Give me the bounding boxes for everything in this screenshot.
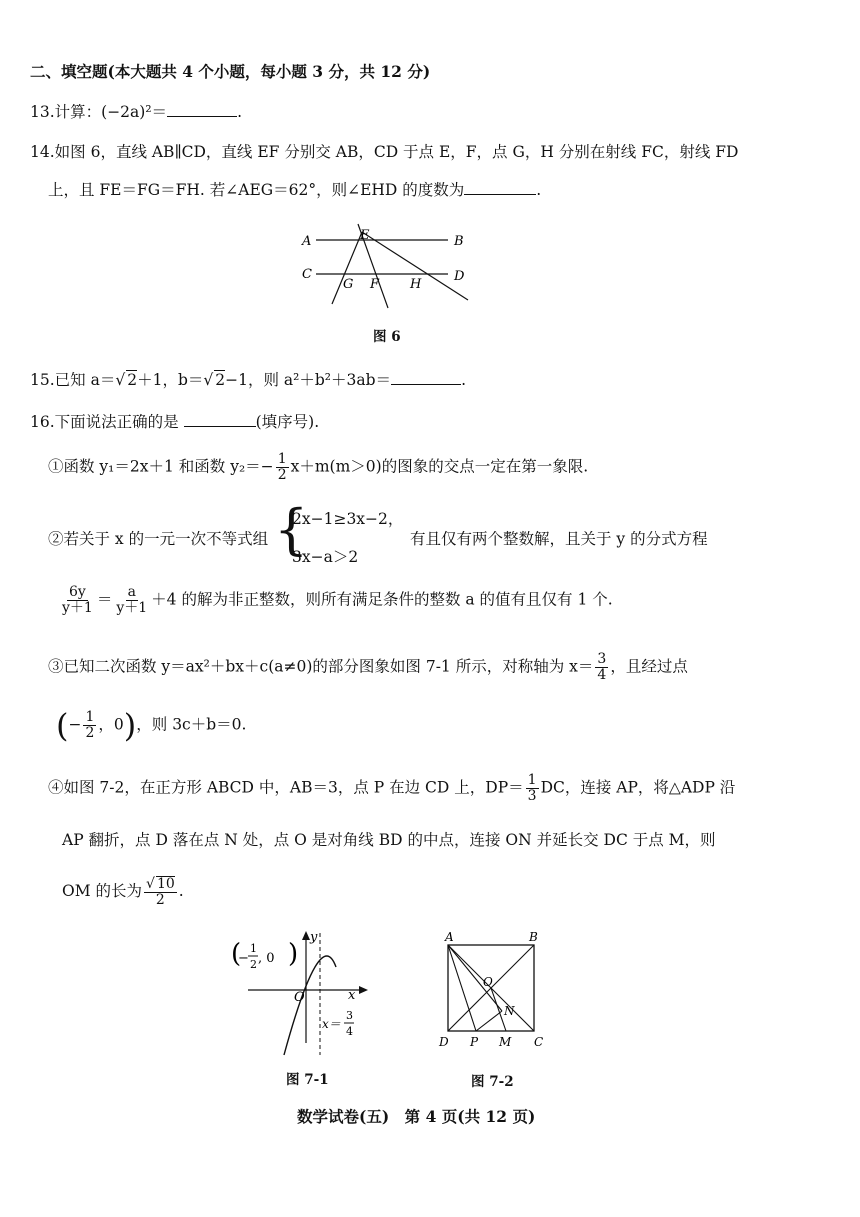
figure-7-2 [436, 925, 548, 1053]
s4-answer-sqrt: 10 [156, 876, 175, 892]
s2-equals: ＝ [96, 590, 113, 609]
s2-inequality-2: 3x−a＞2 [292, 548, 359, 566]
q13-text: 13.计算：(−2a)²＝ [30, 103, 168, 121]
q16-statement-1 [48, 452, 588, 483]
s3-pt-den: 2 [85, 725, 95, 741]
axis-num: 3 [346, 1009, 353, 1022]
label-b: B [529, 930, 538, 944]
s1-frac-num: 1 [277, 451, 287, 467]
pt-den: 2 [250, 958, 257, 971]
label-c: C [302, 267, 312, 282]
q15-sqrt-1: 2 [127, 371, 138, 389]
s4-answer-den: 2 [155, 892, 165, 908]
line-eg [332, 232, 362, 304]
q16-statement-4-line1 [48, 773, 735, 804]
q16-intro-tail: (填序号). [255, 413, 320, 431]
s4-text-a: ④如图 7-2，在正方形 ABCD 中，AB＝3，点 P 在边 CD 上，DP＝ [48, 778, 524, 797]
label-y: y [310, 930, 318, 945]
s3-pt-minus: − [68, 715, 82, 734]
line-an [448, 945, 502, 1011]
q16-statement-3-line2 [56, 706, 247, 745]
s2-text-c: ＋4 的解为非正整数，则所有满足条件的整数 a 的值有且仅有 1 个. [151, 590, 613, 609]
question-15: 15.已知 a＝√ 2＋1，b＝√ 2−1，则 a²＋b²＋3ab＝ . [30, 371, 466, 389]
question-16-intro [30, 410, 319, 432]
page-footer: 数学试卷(五) 第 4 页(共 12 页) [297, 1107, 536, 1126]
pt-minus: − [238, 951, 249, 966]
axis-den: 4 [346, 1025, 353, 1038]
label-m: M [499, 1035, 512, 1049]
s2-text-b: 有且仅有两个整数解，且关于 y 的分式方程 [410, 530, 708, 548]
s2-text-a: ②若关于 x 的一元一次不等式组 [48, 530, 269, 548]
s2-fraction-1 [60, 585, 95, 616]
x-axis-arrow [359, 986, 368, 994]
s2-frac1-num: 6y [69, 584, 86, 600]
q15-text-e: −1，则 a²＋b²＋3ab＝ [225, 371, 392, 389]
s3-text-b: ，且经过点 [610, 657, 688, 676]
s3-paren-open: ( [56, 706, 69, 745]
axis-label: x＝ [322, 1017, 341, 1031]
question-13: 13.计算：(−2a)²＝ . [30, 103, 242, 121]
s4-answer-num: √ 10 [146, 876, 175, 892]
s2-frac2-den: y＋1 [116, 600, 148, 616]
s1-text-b: x＋m(m＞0)的图象的交点一定在第一象限. [290, 457, 589, 476]
q15-sqrt-2: 2 [215, 371, 226, 389]
s3-pt-zero: ，0 [98, 715, 124, 734]
figure-6-caption: 图 6 [373, 329, 401, 345]
s4-fraction [526, 773, 539, 804]
q16-intro-text: 16.下面说法正确的是 [30, 413, 179, 431]
s1-text-a: ①函数 y₁＝2x＋1 和函数 y₂＝− [48, 457, 274, 476]
pt-zero: , 0 [258, 951, 275, 966]
s2-frac2-num: a [127, 584, 136, 600]
label-x: x [348, 988, 356, 1003]
section-header: 二、填空题(本大题共 4 个小题，每小题 3 分，共 12 分) [30, 62, 431, 81]
s2-fraction-2 [114, 585, 149, 616]
label-b: B [454, 234, 464, 249]
s2-inequality-1: 2x−1≥3x−2， [292, 510, 404, 528]
s3-pt-num: 1 [85, 709, 95, 725]
label-g: G [343, 277, 354, 292]
line-pn [476, 1011, 502, 1031]
label-c: C [534, 1035, 544, 1049]
s3-text-c: ，则 3c＋b＝0. [136, 715, 247, 734]
s3-frac-num: 3 [597, 651, 607, 667]
q16-statement-3-line1 [48, 652, 688, 683]
q14-answer-blank[interactable] [464, 180, 536, 195]
q14-line2-text: 上，且 FE＝FG＝FH. 若∠AEG＝62°，则∠EHD 的度数为 [48, 181, 465, 199]
s1-fraction [276, 452, 289, 483]
s3-pt-fraction [83, 710, 96, 741]
label-d: D [439, 1035, 449, 1049]
q14-line1: 14.如图 6，直线 AB∥CD，直线 EF 分别交 AB，CD 于点 E，F，点 G，H 分别在射线 FC，射线 FD [30, 143, 739, 161]
figure-7-1 [228, 925, 378, 1065]
figure-7-1-caption: 图 7-1 [286, 1072, 329, 1088]
figure-7-2-caption: 图 7-2 [471, 1074, 514, 1090]
s3-text-a: ③已知二次函数 y＝ax²＋bx＋c(a≠0)的部分图象如图 7-1 所示，对称轴为 x＝ [48, 657, 594, 676]
label-a: A [445, 930, 454, 944]
pt-paren-close: ) [288, 939, 299, 969]
label-o: O [483, 975, 493, 989]
q15-text-c: ＋1，b＝ [137, 371, 204, 389]
s1-frac-den: 2 [277, 467, 287, 483]
q15-answer-blank[interactable] [391, 370, 461, 385]
label-e: E [360, 228, 370, 243]
q16-answer-blank[interactable] [184, 412, 256, 427]
label-n: N [504, 1004, 515, 1018]
y-axis-arrow [302, 931, 310, 940]
s4-frac-num: 1 [527, 772, 537, 788]
pt-paren-open: ( [231, 939, 242, 969]
label-p: P [470, 1035, 479, 1049]
parabola [284, 956, 336, 1055]
s4-line3-text: OM 的长为 [62, 882, 143, 900]
q15-text-a: 15.已知 a＝ [30, 371, 116, 389]
q16-statement-4-line2: AP 翻折，点 D 落在点 N 处，点 O 是对角线 BD 的中点，连接 ON 并延长交 DC 于点 M，则 [62, 831, 716, 849]
s3-paren-close: ) [123, 706, 137, 745]
label-d: D [454, 269, 465, 284]
label-f: F [370, 277, 380, 292]
s4-answer-fraction [144, 876, 177, 908]
s2-frac1-den: y＋1 [62, 600, 93, 616]
q14-line2: 上，且 FE＝FG＝FH. 若∠AEG＝62°，则∠EHD 的度数为 . [48, 181, 542, 199]
s4-frac-den: 3 [527, 788, 537, 804]
q13-answer-blank[interactable] [167, 102, 237, 117]
label-origin: O [294, 990, 305, 1005]
s4-text-b: DC，连接 AP，将△ADP 沿 [540, 778, 736, 797]
q16-statement-4-line3: OM 的长为 $\frac{√ 10}{2}$ . [62, 876, 184, 908]
line-ap [448, 945, 476, 1031]
pt-num: 1 [250, 942, 257, 955]
figure-6 [296, 222, 486, 312]
label-h: H [410, 277, 422, 292]
s2-line2 [58, 585, 613, 616]
label-a: A [302, 234, 312, 249]
s3-fraction [595, 652, 608, 683]
s2-brace: { [274, 498, 309, 561]
s3-frac-den: 4 [597, 667, 607, 683]
